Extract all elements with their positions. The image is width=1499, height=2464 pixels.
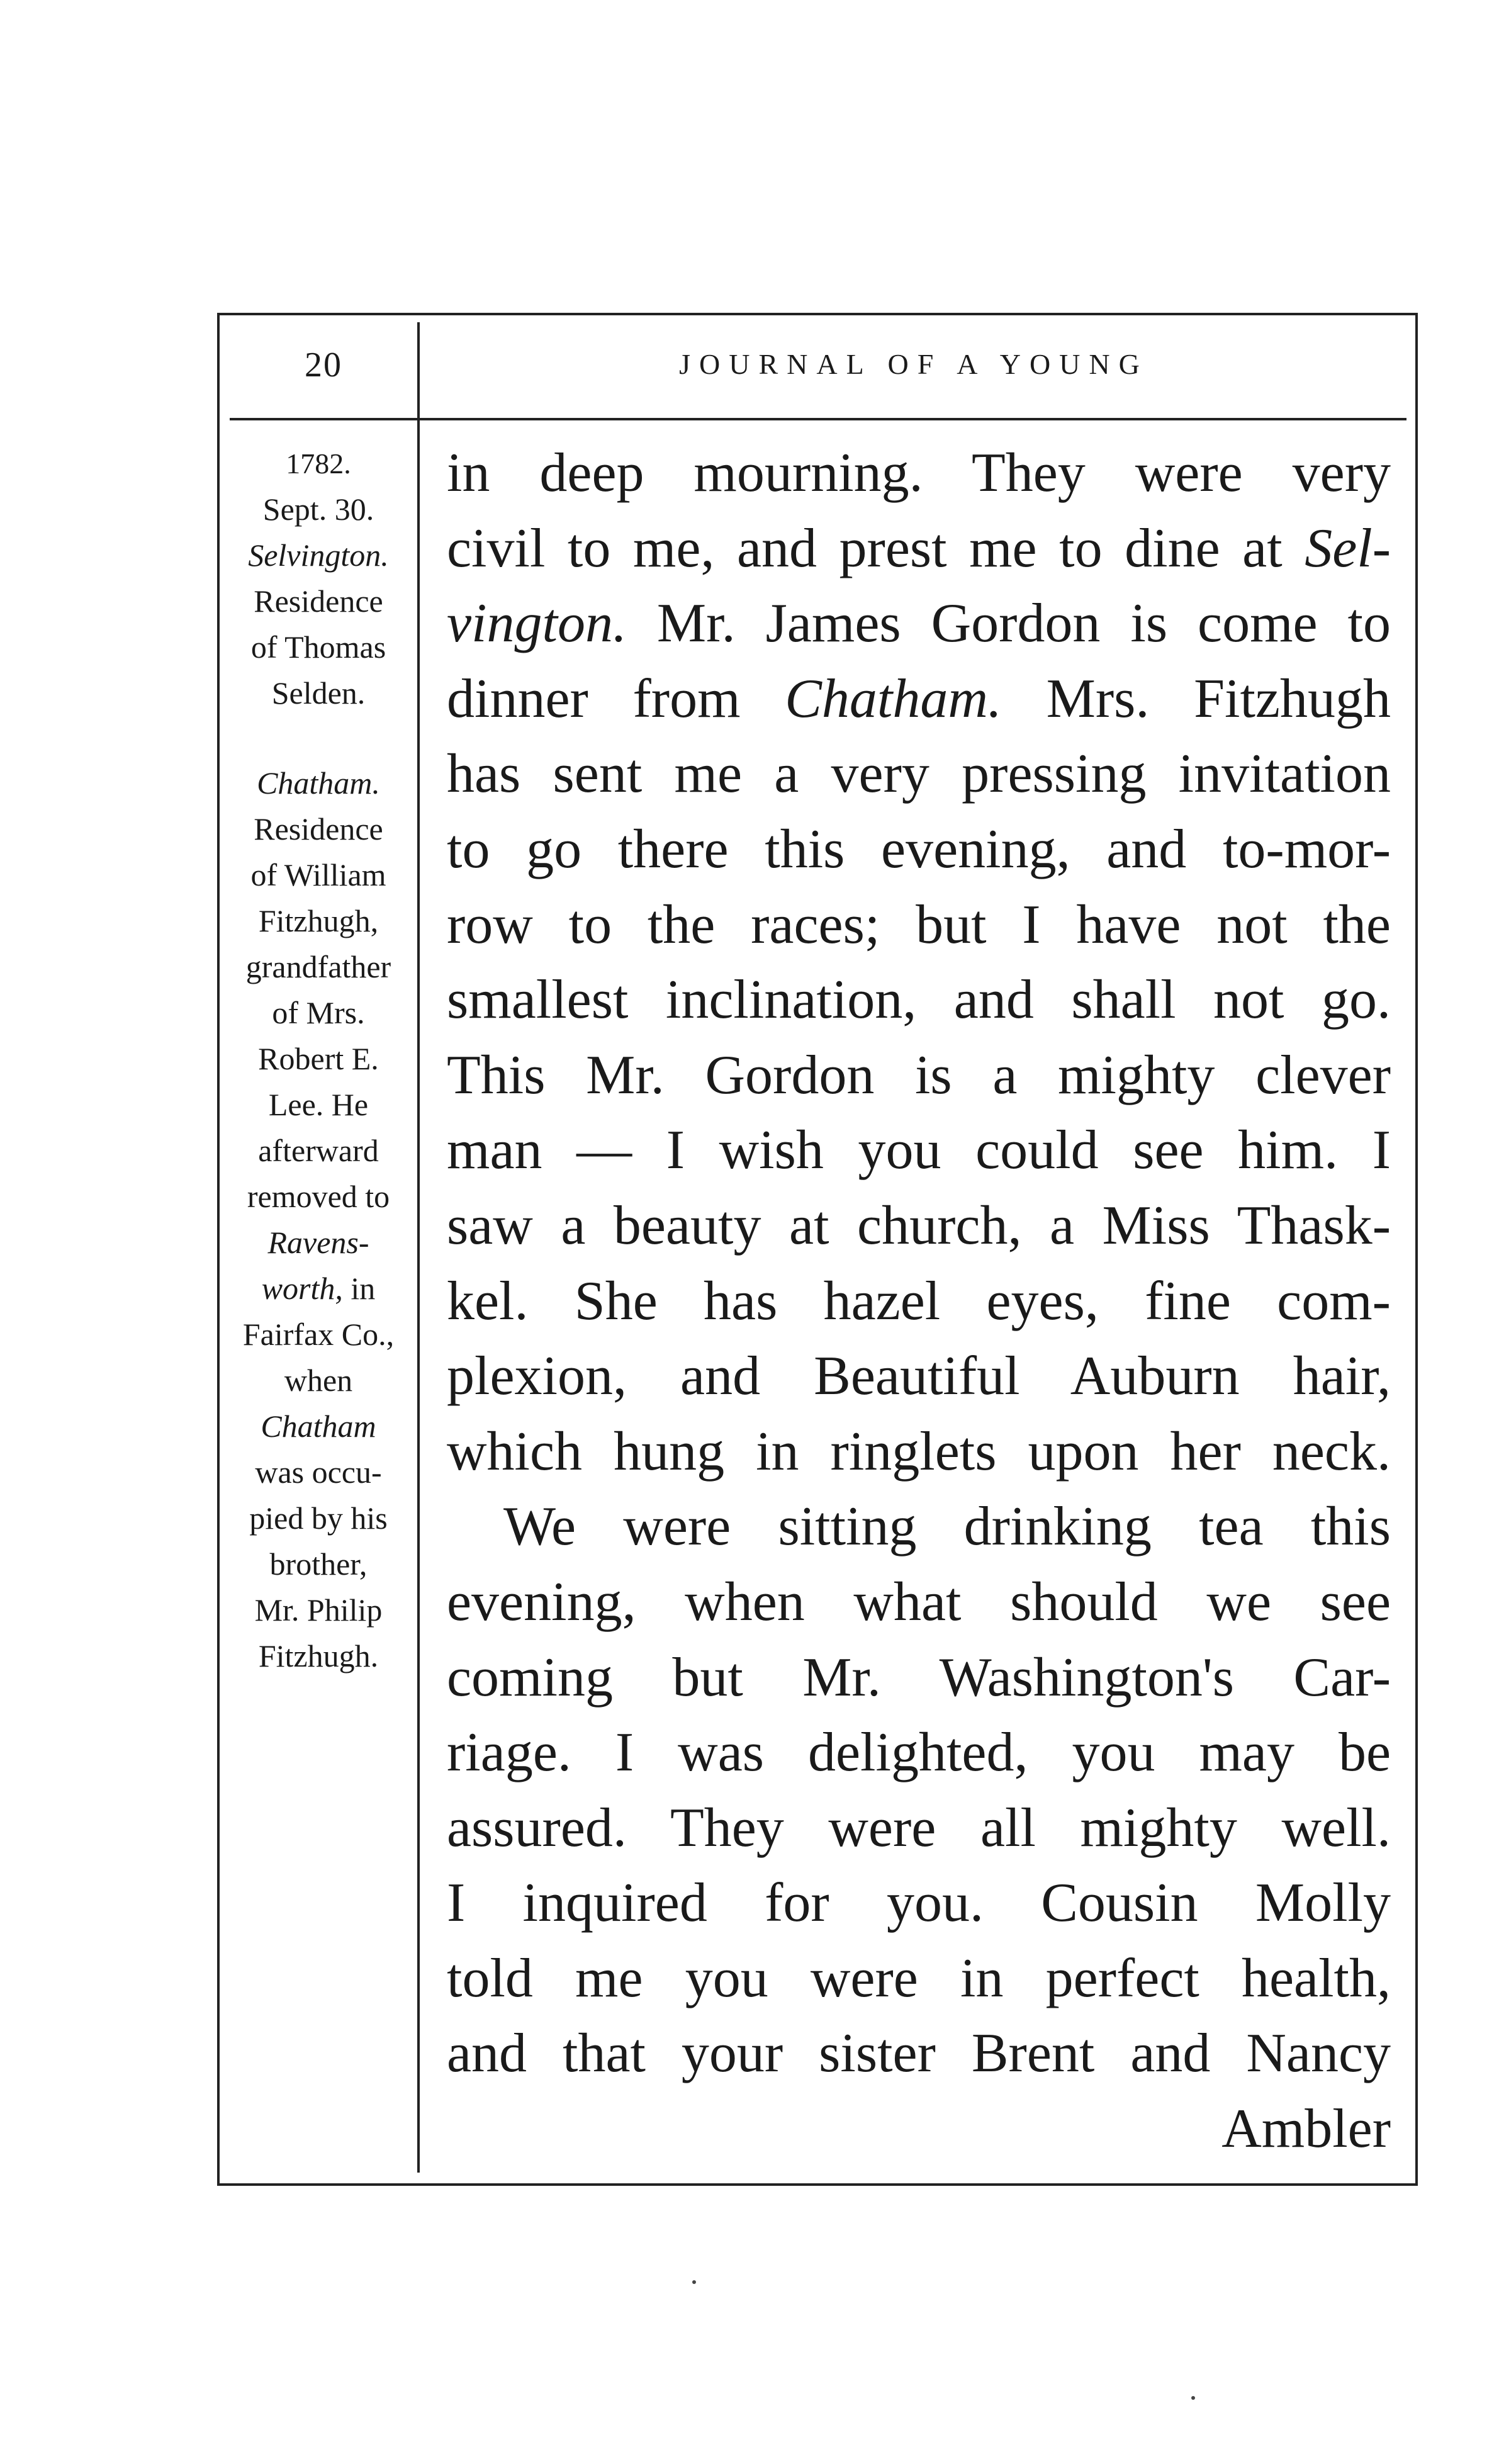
- text-line-paragraph-start: We were sitting drinking tea this: [503, 1496, 1391, 1558]
- margin-line: when: [284, 1363, 353, 1398]
- margin-line: of Mrs.: [272, 995, 365, 1030]
- margin-line: removed to: [247, 1179, 390, 1214]
- text-line: which hung in ringlets upon her neck.: [447, 1420, 1391, 1482]
- catchword: Ambler: [1221, 2098, 1391, 2160]
- margin-line: afterward: [258, 1133, 379, 1168]
- margin-year: 1782.: [286, 447, 351, 480]
- text-line: to go there this evening, and to-mor-: [447, 818, 1391, 880]
- text-line: coming but Mr. Washington's Car-: [447, 1646, 1391, 1708]
- margin-place-chatham-2: Chatham: [261, 1409, 376, 1444]
- margin-line: Selden.: [271, 675, 366, 711]
- text-line: vington. Mr. James Gordon is come to: [447, 593, 1391, 655]
- body-text: [447, 436, 1391, 2167]
- header-rule: [230, 418, 1406, 420]
- text-line: row to the races; but I have not the: [447, 894, 1391, 955]
- margin-line: pied by his: [249, 1500, 388, 1536]
- margin-line: Robert E.: [258, 1041, 379, 1076]
- text-line: evening, when what should we see: [447, 1571, 1391, 1633]
- margin-place-chatham: Chatham.: [257, 765, 380, 801]
- margin-line: Residence: [254, 811, 383, 847]
- margin-line: was occu-: [255, 1454, 382, 1490]
- margin-line: Fitzhugh,: [258, 903, 379, 938]
- margin-line: of Thomas: [250, 629, 386, 665]
- text-line: has sent me a very pressing invitation: [447, 743, 1391, 805]
- margin-line: Residence: [254, 583, 383, 619]
- text-line: and that your sister Brent and Nancy: [447, 2023, 1391, 2084]
- text-line: I inquired for you. Cousin Molly: [447, 1872, 1391, 1934]
- margin-note: [225, 441, 412, 1679]
- margin-place-selvington: Selvington.: [248, 537, 389, 573]
- margin-date: Sept. 30.: [262, 492, 374, 527]
- text-line: civil to me, and prest me to dine at Sel-: [447, 517, 1391, 579]
- margin-place-ravensworth-a: Ravens-: [267, 1225, 369, 1260]
- text-line: smallest inclination, and shall not go.: [447, 969, 1391, 1031]
- text-line: dinner from Chatham. Mrs. Fitzhugh: [447, 668, 1391, 729]
- stray-mark: [692, 2280, 696, 2284]
- running-head: JOURNAL OF A YOUNG: [679, 348, 1148, 380]
- stray-mark: [1191, 2396, 1195, 2400]
- page-number: 20: [305, 346, 342, 385]
- text-line: plexion, and Beautiful Auburn hair,: [447, 1346, 1391, 1407]
- margin-line: grandfather: [245, 949, 391, 984]
- text-line: This Mr. Gordon is a mighty clever: [447, 1044, 1391, 1106]
- margin-line: Fairfax Co.,: [242, 1317, 395, 1352]
- text-line: in deep mourning. They were very: [447, 442, 1391, 503]
- margin-place-ravensworth-b: worth, in: [261, 1271, 376, 1306]
- margin-line: brother,: [269, 1546, 368, 1582]
- margin-line: of William: [250, 857, 386, 892]
- margin-line: Lee. He: [268, 1087, 369, 1122]
- text-line: kel. She has hazel eyes, fine com-: [447, 1270, 1391, 1332]
- text-line: assured. They were all mighty well.: [447, 1797, 1391, 1859]
- text-line: riage. I was delighted, you may be: [447, 1722, 1391, 1784]
- margin-column-rule: [417, 322, 420, 2173]
- margin-line: Mr. Philip: [254, 1592, 383, 1628]
- text-line: told me you were in perfect health,: [447, 1947, 1391, 2009]
- text-line: saw a beauty at church, a Miss Thask-: [447, 1195, 1391, 1256]
- text-line: man — I wish you could see him. I: [447, 1120, 1391, 1181]
- margin-line: Fitzhugh.: [258, 1638, 379, 1674]
